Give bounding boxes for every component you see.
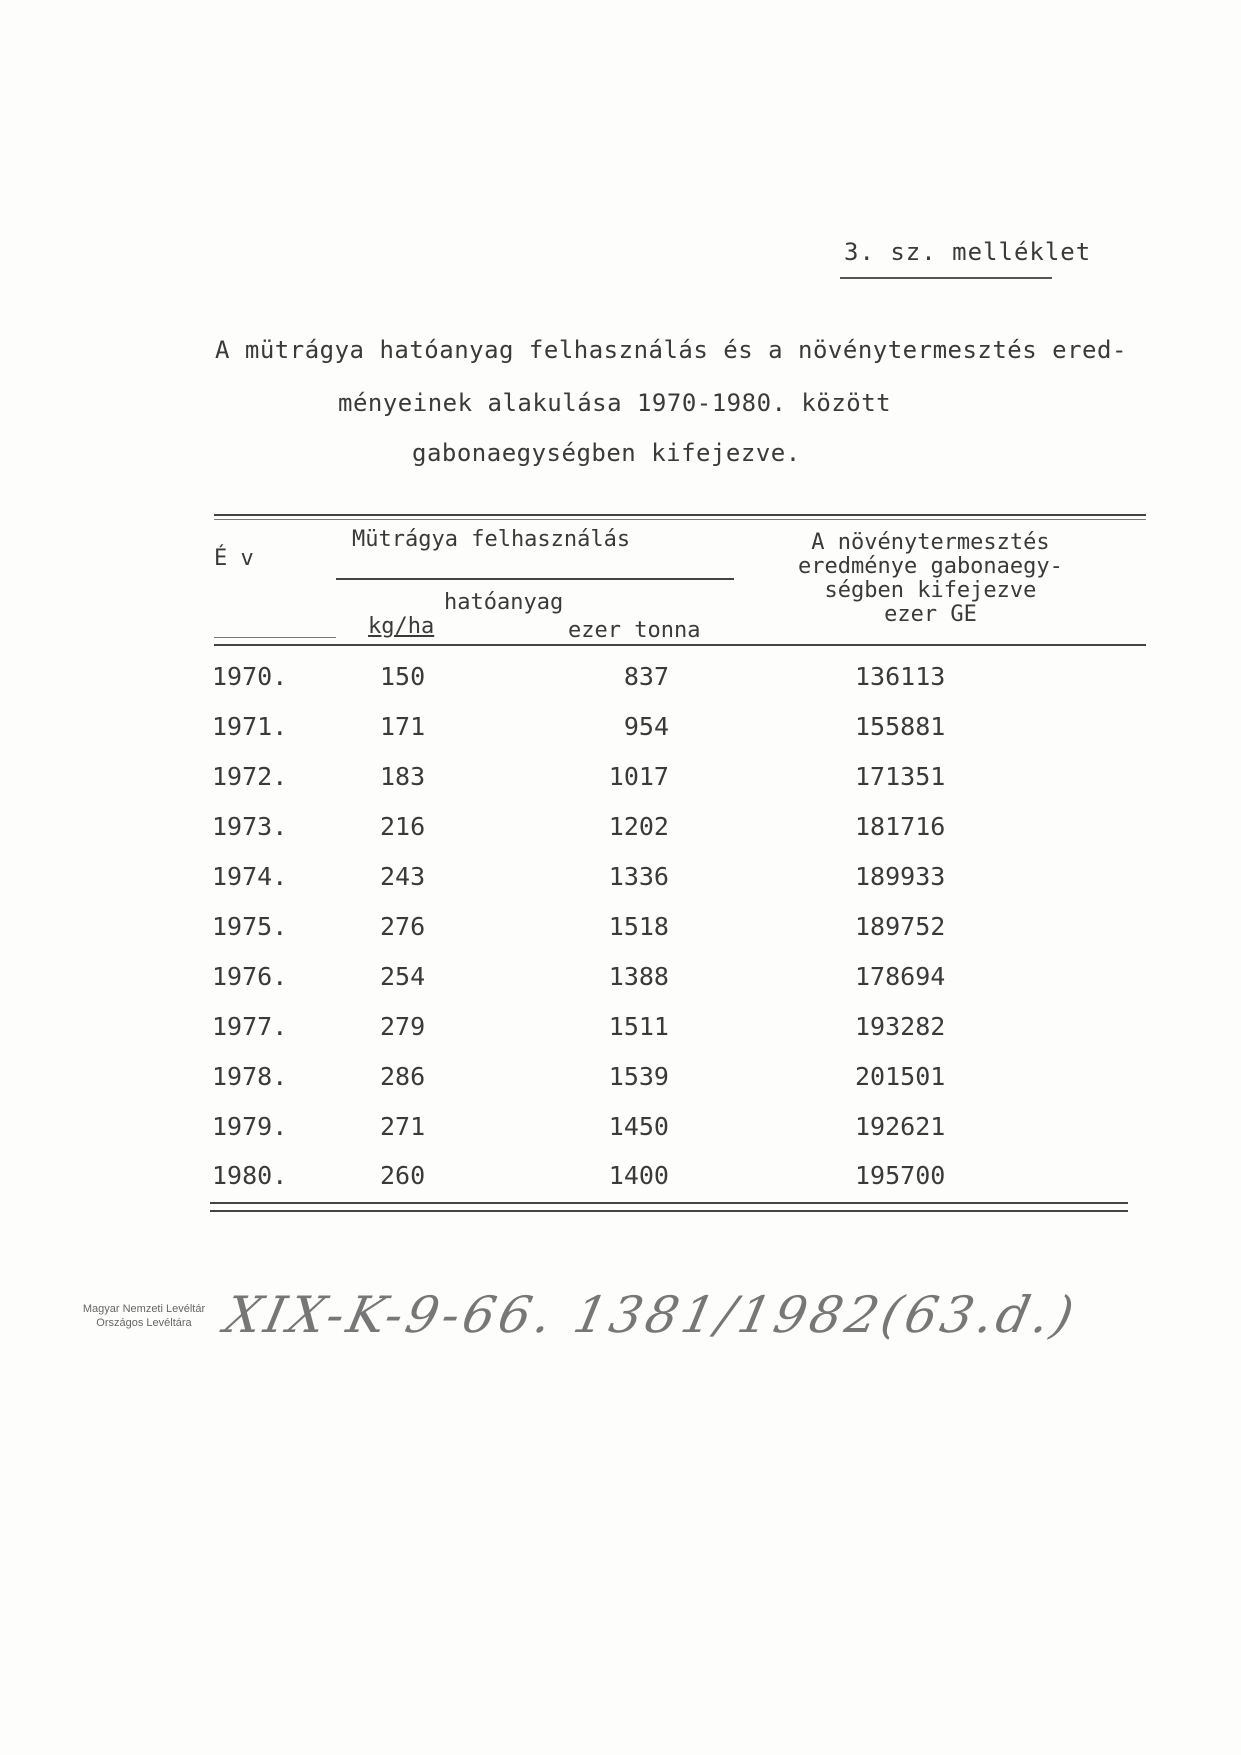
cell-year: 1977. [212,1012,288,1041]
table-row [0,962,1241,1002]
table-row [0,1112,1241,1152]
cell-ezer-tonna: 837 [623,662,669,691]
table-row [0,1062,1241,1102]
title-line-2: ményeinek alakulása 1970-1980. között [338,389,892,417]
table-row [0,812,1241,852]
header-active-ingredient: hatóanyag [444,590,564,615]
cell-year: 1972. [212,762,288,791]
cell-ezer-ge: 155881 [855,712,946,741]
cell-kg-ha: 216 [380,812,426,841]
annex-label: 3. sz. melléklet [844,238,1092,266]
cell-year: 1971. [212,712,288,741]
cell-kg-ha: 286 [380,1062,426,1091]
cell-ezer-tonna: 1336 [608,862,669,891]
cell-year: 1979. [212,1112,288,1141]
cell-year: 1973. [212,812,288,841]
cell-ezer-ge: 195700 [855,1161,946,1190]
cell-kg-ha: 183 [380,762,426,791]
table-bottom-rule-2 [210,1210,1128,1212]
cell-year: 1976. [212,962,288,991]
cell-ezer-tonna: 1388 [608,962,669,991]
header-crop-result-line: A növénytermesztés [811,530,1050,555]
cell-ezer-ge: 189752 [855,912,946,941]
cell-ezer-ge: 189933 [855,862,946,891]
title-line-3: gabonaegységben kifejezve. [412,439,801,467]
table-row [0,912,1241,952]
table-header-rule [214,644,1146,646]
cell-ezer-ge: 181716 [855,812,946,841]
header-crop-result [798,531,1063,627]
archive-stamp [64,1302,224,1330]
table-row [0,1161,1241,1201]
annex-underline [840,277,1052,279]
cell-ezer-tonna: 1017 [608,762,669,791]
cell-ezer-tonna: 1202 [608,812,669,841]
title-line-1: A mütrágya hatóanyag felhasználás és a növénytermesztés ered- [215,336,1127,364]
table-top-rule-thin [214,519,1146,520]
header-crop-result-line: ezer GE [884,602,977,627]
cell-ezer-tonna: 954 [623,712,669,741]
table-bottom-rule [210,1202,1128,1204]
cell-kg-ha: 271 [380,1112,426,1141]
fertilizer-header-rule [336,578,734,580]
header-thousand-tonnes: ezer tonna [568,618,701,643]
cell-ezer-tonna: 1400 [608,1161,669,1190]
table-row [0,762,1241,802]
handwritten-reference: XIX-K-9-66. 1381/1982(63.d.) [219,1286,1083,1344]
cell-ezer-ge: 136113 [855,662,946,691]
header-fertilizer: Mütrágya felhasználás [352,527,631,552]
header-year: É v [214,546,254,571]
cell-ezer-tonna: 1511 [608,1012,669,1041]
cell-kg-ha: 171 [380,712,426,741]
cell-ezer-ge: 193282 [855,1012,946,1041]
table-row [0,712,1241,752]
cell-year: 1975. [212,912,288,941]
archive-stamp-line: Magyar Nemzeti Levéltár [82,1303,206,1315]
year-header-rule [214,637,336,638]
cell-ezer-tonna: 1539 [608,1062,669,1091]
cell-year: 1980. [212,1161,288,1190]
cell-ezer-ge: 201501 [855,1062,946,1091]
table-row [0,862,1241,902]
header-kg-per-ha: kg/ha [368,614,435,639]
archive-stamp-line: Országos Levéltára [96,1317,192,1329]
cell-ezer-ge: 192621 [855,1112,946,1141]
cell-year: 1978. [212,1062,288,1091]
table-top-rule [214,514,1146,516]
table-row [0,1012,1241,1052]
cell-ezer-tonna: 1518 [608,912,669,941]
header-crop-result-line: ségben kifejezve [824,578,1037,603]
cell-kg-ha: 150 [380,662,426,691]
cell-kg-ha: 279 [380,1012,426,1041]
cell-kg-ha: 260 [380,1161,426,1190]
cell-ezer-tonna: 1450 [608,1112,669,1141]
cell-kg-ha: 243 [380,862,426,891]
cell-year: 1974. [212,862,288,891]
cell-ezer-ge: 171351 [855,762,946,791]
cell-ezer-ge: 178694 [855,962,946,991]
cell-kg-ha: 254 [380,962,426,991]
cell-kg-ha: 276 [380,912,426,941]
cell-year: 1970. [212,662,288,691]
table-row [0,662,1241,702]
header-crop-result-line: eredménye gabonaegy- [798,554,1063,579]
